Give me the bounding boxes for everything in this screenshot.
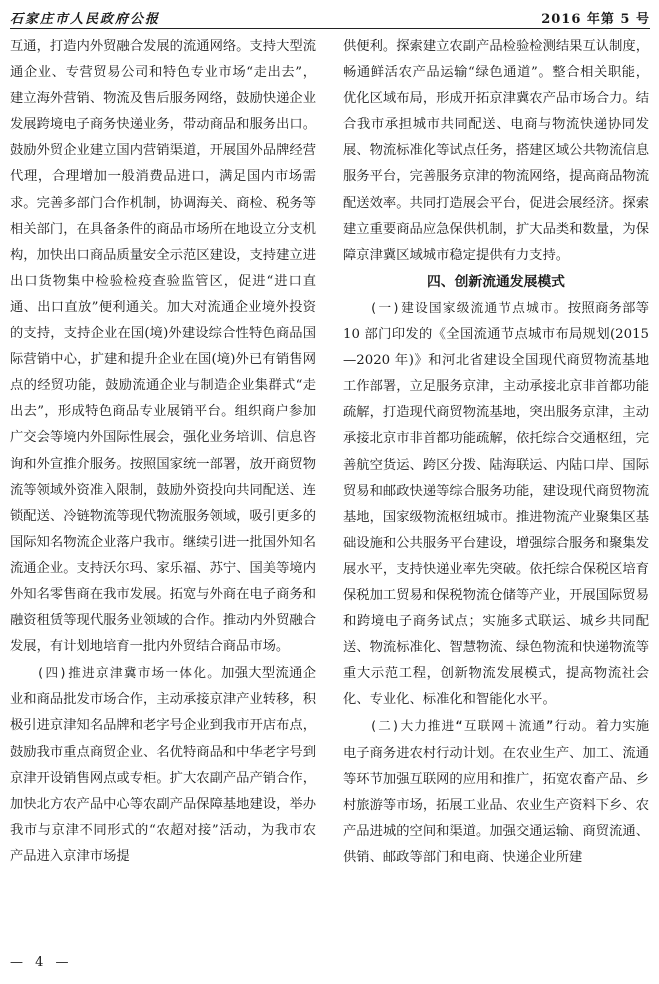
paragraph-lead: (二)大力推进“互联网＋流通”行动。 (369, 718, 596, 734)
paragraph-body: 按照商务部等 10 部门印发的《全国流通节点城市布局规划(2015—2020 年)》和河北省建设全国现代商贸物流基地工作部署，立足服务京津，主动承接北京非首都功能疏解，打造现代商贸物流基地，突出服务京津，主动承接北京市非首都功能疏解，依托综合交通枢纽，完善航空货运、跨区分拨、陆海联运、内陆口岸、国际贸易和邮政快递等综合服务功能，建设现代商贸物流基地，国家级物流枢纽城市。推进物流产业聚集区基础设施和公共服务平台建设，增强综合服务和聚集发展水平，支持快递业率先突破。依托综合保税区培育保税加工贸易和保税物流仓储等产业，开展国际贸易和跨境电子商务试点；实施多式联运、城乡共同配送、物流标准化、智慧物流、绿色物流和快递物流等重大示范工程，创新物流发展模式，提高物流社会化、专业化、标准化和智能化水平。 (343, 300, 649, 708)
header-rule (10, 28, 650, 29)
paragraph-lead: (一)建设国家级流通节点城市。 (369, 299, 568, 315)
paragraph-lead: (四)推进京津冀市场一体化。 (36, 665, 222, 681)
page-header (10, 6, 650, 28)
paragraph-continued: 供便利。探索建立农副产品检验检测结果互认制度，畅通鲜活农产品运输“绿色通道”。整合相关职能，优化区域布局，形成开拓京津冀农产品市场合力。结合我市承担城市共同配送、电商与物流快递协同发展、物流标准化等试点任务，搭建区域公共物流信息服务平台，完善服务京津的物流网络，提高商品物流配送效率。共同打造展会平台，促进会展经济。探索建立重要商品应急保供机制，扩大品类和数量，为保障京津冀区域城市稳定提供有力支持。 (343, 39, 649, 263)
paragraph-node-city (343, 295, 649, 714)
journal-title: 石家庄市人民政府公报 (10, 12, 161, 27)
right-column (343, 34, 649, 871)
section-heading: 四、创新流通发展模式 (427, 273, 565, 290)
paragraph-continued: 互通，打造内外贸融合发展的流通网络。支持大型流通企业、专营贸易公司和特色专业市场“走出去”，建立海外营销、物流及售后服务网络，鼓励快递企业发展跨境电子商务快递业务，带动商品和服务出口。鼓励外贸企业建立国内营销渠道，开展国外品牌经营代理，合理增加一般消费品进口，满足国内市场需求。完善多部门合作机制，协调海关、商检、税务等相关部门，在具备条件的商品市场所在地设立分支机构，加快出口商品质量安全示范区建设，支持建立进出口货物集中检验检疫查验监管区，促进“进口直通、出口直放”便利通关。加大对流通企业境外投资的支持，支持企业在国(境)外建设综合性特色商品国际营销中心，扩建和提升企业在国(境)外已有销售网点的经贸功能，鼓励流通企业与制造企业集群式“走出去”，形成特色商品专业展销平台。组织商户参加广交会等境内外国际性展会，强化业务培训、信息咨询和外宣推介服务。按照国家统一部署，放开商贸物流等领域外资准入限制，鼓励外资投向共同配送、连锁配送、冷链物流等现代物流服务领域，吸引更多的国际知名物流企业落户我市。继续引进一批国外知名流通企业。支持沃尔玛、家乐福、苏宁、国美等境内外知名零售商在我市发展。拓宽与外商在电子商务和融资租赁等现代服务业领域的合作。推动内外贸融合发展，有计划地培育一批内外贸结合商品市场。 (10, 39, 316, 655)
paragraph-internet-plus (343, 713, 649, 871)
page-number: — 4 — (10, 955, 73, 970)
paragraph-body: 加强大型流通企业和商品批发市场合作，主动承接京津产业转移，积极引进京津知名品牌和老字号企业到我市开店布点，鼓励我市重点商贸企业、名优特商品和中华老字号到京津开设销售网点或专柜。扩大农副产品产销合作，加快北方农产品中心等农副产品保障基地建设，举办我市与京津不同形式的“农超对接”活动，为我市农产品进入京津市场提 (10, 666, 316, 864)
paragraph-body: 着力实施电子商务进农村行动计划。在农业生产、加工、流通等环节加强互联网的应用和推广，拓宽农畜产品、乡村旅游等市场，拓展工业品、农业生产资料下乡、农产品进城的空间和渠道。加强交通运输、商贸流通、供销、邮政等部门和电商、快递企业所建 (343, 719, 649, 865)
paragraph-beijing-tianjin-hebei (10, 660, 316, 870)
left-column (10, 34, 316, 870)
issue-number: 2016 年第 5 号 (541, 12, 650, 27)
